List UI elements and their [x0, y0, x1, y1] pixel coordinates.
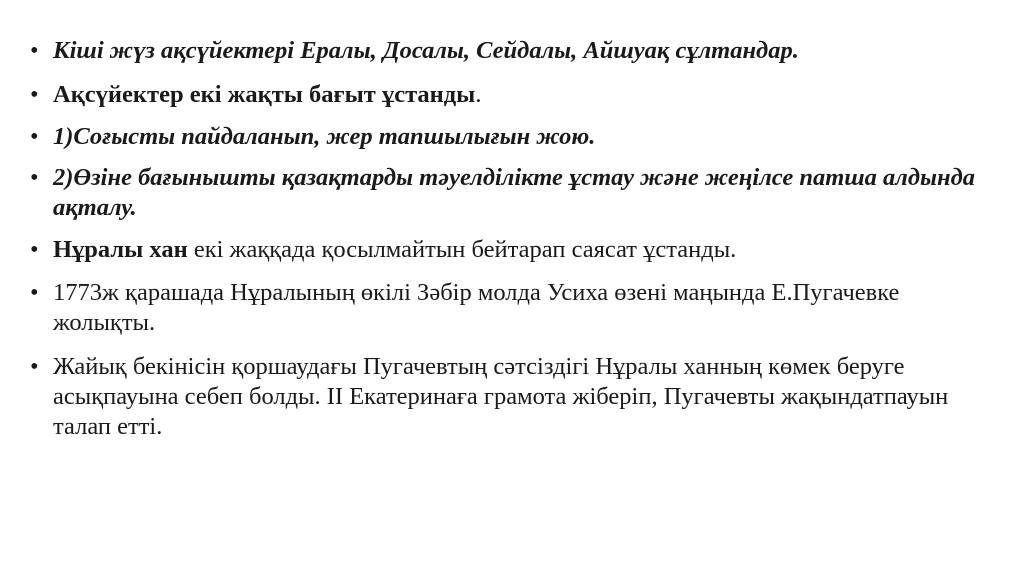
bullet-dot-icon [30, 122, 48, 152]
bullet-bold-text: Нұралы хан [53, 236, 188, 263]
bullet-text: 2)Өзіне бағынышты қазақтарды тәуелділікте ұстау және жеңілсе патша алдында ақталу. [53, 164, 976, 221]
bullet-dot-icon [30, 278, 48, 308]
bullet-item [30, 80, 990, 110]
bullet-dot-icon [30, 163, 48, 193]
bullet-text: Кіші жүз ақсүйектері Ералы, Досалы, Сейдалы, Айшуақ сұлтандар. [53, 37, 799, 64]
bullet-text: Жайық бекінісін қоршаудағы Пугачевтың сәтсіздігі Нұралы ханның көмек беруге асықпауына себеп болды. ІІ Екатеринаға грамота жіберіп, Пугачевты жақындатпауын талап етті. [53, 353, 949, 440]
bullet-dot-icon [30, 36, 48, 66]
bullet-item [30, 278, 990, 338]
bullet-list [30, 36, 990, 455]
bullet-text: 1773ж қарашада Нұралының өкілі Зәбір молда Усиха өзені маңында Е.Пугачевке жолықты. [53, 279, 900, 336]
bullet-text: екі жаққада қосылмайтын бейтарап саясат ұстанды. [187, 236, 737, 263]
bullet-text: . [475, 81, 482, 108]
bullet-bold-text: Ақсүйектер екі жақты бағыт ұстанды [53, 81, 476, 108]
bullet-item [30, 122, 990, 152]
bullet-dot-icon [30, 80, 48, 110]
bullet-item [30, 235, 990, 265]
bullet-dot-icon [30, 352, 48, 382]
bullet-item [30, 352, 990, 442]
bullet-item [30, 163, 990, 223]
bullet-dot-icon [30, 235, 48, 265]
bullet-item [30, 36, 990, 66]
bullet-text: 1)Соғысты пайдаланып, жер тапшылығын жою. [53, 123, 596, 150]
